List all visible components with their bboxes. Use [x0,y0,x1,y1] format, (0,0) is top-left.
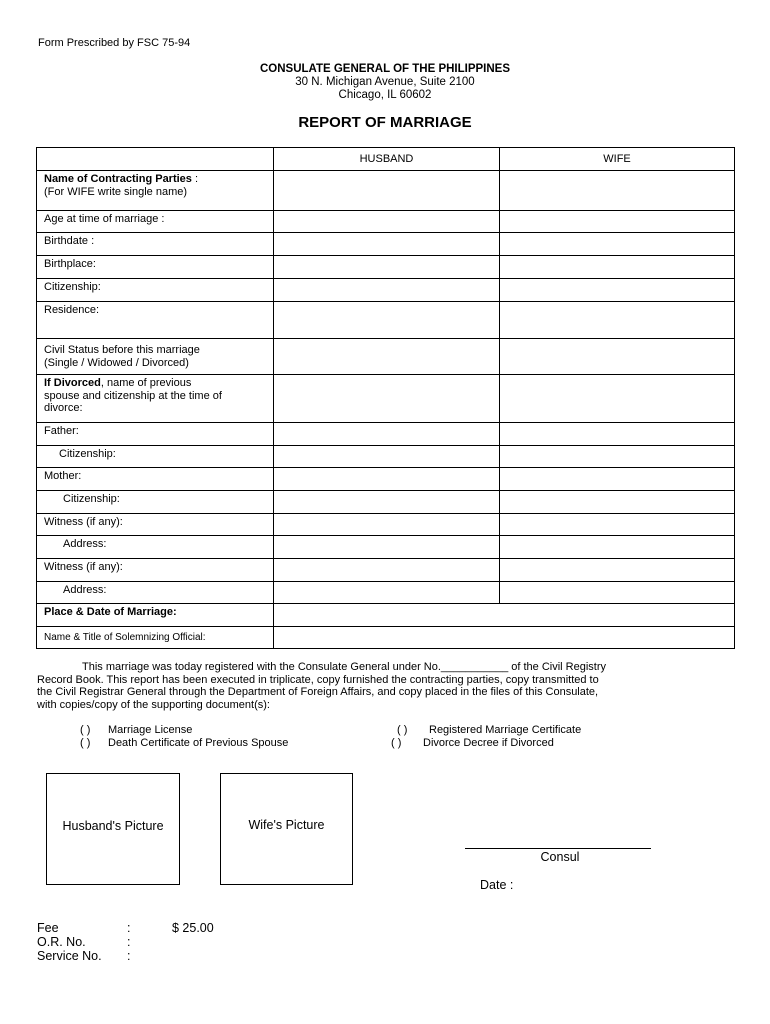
row-label-father-citizenship [37,446,274,468]
solemnizing-official-field[interactable] [274,627,735,649]
husband-name-field[interactable] [274,171,500,211]
husband-witness-2-address-field[interactable] [274,582,500,604]
wife-witness-2-field[interactable] [500,559,735,582]
solemnizing-label: Name & Title of Solemnizing Official: [44,631,206,643]
row-label-birthplace: Birthplace: [37,256,274,279]
header-blank-cell [37,148,274,171]
divorced-label-bold: If Divorced [44,377,101,389]
husband-witness-1-address-field[interactable] [274,536,500,559]
row-label-father: Father: [37,423,274,446]
father-citizenship-label: Citizenship: [59,448,116,460]
row-label-mother-citizenship [37,491,274,514]
civil-status-line2: (Single / Widowed / Divorced) [44,356,189,369]
husband-picture-label: Husband's Picture [62,819,164,833]
husband-previous-spouse-field[interactable] [274,375,500,423]
form-title: REPORT OF MARRIAGE [298,114,472,131]
wife-father-field[interactable] [500,423,735,446]
wife-residence-field[interactable] [500,302,735,339]
row-label-witness-2: Witness (if any): [37,559,274,582]
husband-birthplace-field[interactable] [274,256,500,279]
row-label-witness-2-address [37,582,274,604]
husband-mother-citizenship-field[interactable] [274,491,500,514]
divorced-label-rest: , name of previous [100,377,192,389]
wife-father-citizenship-field[interactable] [500,446,735,468]
registered-certificate-label: Registered Marriage Certificate [429,724,582,736]
witness-1-address-label: Address: [63,538,107,550]
mother-citizenship-label: Citizenship: [63,493,120,505]
address-line-1: 30 N. Michigan Avenue, Suite 2100 [295,76,475,88]
service-number-colon: : [127,949,131,963]
wife-mother-field[interactable] [500,468,735,491]
wife-picture-box[interactable] [220,773,353,885]
row-label-citizenship: Citizenship: [37,279,274,302]
row-label-solemnizing [37,627,274,649]
address-line-2: Chicago, IL 60602 [338,89,432,101]
row-label-civil-status [37,339,274,375]
husband-witness-2-field[interactable] [274,559,500,582]
date-label: Date : [480,878,514,892]
husband-picture-box[interactable] [46,773,180,885]
checkbox-marriage-license[interactable]: ( ) [80,724,91,736]
row-label-mother: Mother: [37,468,274,491]
consul-signature-line[interactable] [465,848,651,849]
wife-civil-status-field[interactable] [500,339,735,375]
husband-birthdate-field[interactable] [274,233,500,256]
wife-citizenship-field[interactable] [500,279,735,302]
place-date-field[interactable] [274,604,735,627]
name-label-colon: : [191,173,199,185]
organization-name: CONSULATE GENERAL OF THE PHILIPPINES [259,63,511,75]
wife-witness-1-address-field[interactable] [500,536,735,559]
death-certificate-label: Death Certificate of Previous Spouse [108,737,289,749]
service-number-label: Service No. [37,949,102,963]
divorced-label-line2: spouse and citizenship at the time of [44,389,222,402]
wife-witness-2-address-field[interactable] [500,582,735,604]
husband-father-citizenship-field[interactable] [274,446,500,468]
divorce-decree-label: Divorce Decree if Divorced [423,737,554,749]
marriage-license-label: Marriage License [108,724,193,736]
form-prescribed-note: Form Prescribed by FSC 75-94 [38,37,191,49]
column-header-wife: WIFE [500,148,735,171]
doc-marriage-license[interactable] [80,724,192,736]
husband-witness-1-field[interactable] [274,514,500,536]
witness-2-address-label: Address: [63,584,107,596]
wife-witness-1-field[interactable] [500,514,735,536]
registration-line-1: This marriage was today registered with the Consulate General under No.___________ of the Civil Registry [82,661,607,673]
checkbox-registered-certificate[interactable]: ( ) [397,724,408,736]
wife-age-field[interactable] [500,211,735,233]
wife-picture-label: Wife's Picture [248,818,325,832]
divorced-label-line3: divorce: [44,402,83,414]
fee-value: $ 25.00 [172,921,214,935]
fee-colon: : [127,921,131,935]
row-label-witness-1: Witness (if any): [37,514,274,536]
registration-line-4: with copies/copy of the supporting document(s): [37,698,270,711]
doc-registered-certificate[interactable] [397,724,581,736]
consul-label: Consul [540,850,580,864]
row-label-age: Age at time of marriage : [37,211,274,233]
husband-father-field[interactable] [274,423,500,446]
or-number-label: O.R. No. [37,935,86,949]
row-label-place-date [37,604,274,627]
husband-residence-field[interactable] [274,302,500,339]
wife-name-field[interactable] [500,171,735,211]
wife-birthplace-field[interactable] [500,256,735,279]
marriage-report-table [36,147,735,649]
husband-citizenship-field[interactable] [274,279,500,302]
registration-paragraph [37,661,734,711]
doc-death-certificate[interactable] [80,737,288,749]
row-label-residence: Residence: [37,302,274,339]
name-label-note: (For WIFE write single name) [44,185,188,198]
registration-line-3: the Civil Registrar General through the Department of Foreign Affairs, and copy placed in the files of this Consulate, [37,686,599,698]
or-number-colon: : [127,935,131,949]
doc-divorce-decree[interactable] [391,737,554,749]
wife-mother-citizenship-field[interactable] [500,491,735,514]
checkbox-death-certificate[interactable]: ( ) [80,737,91,749]
row-label-name [37,171,274,211]
husband-age-field[interactable] [274,211,500,233]
row-label-witness-1-address [37,536,274,559]
name-label-bold: Name of Contracting Parties [44,173,192,185]
fee-label: Fee [37,921,59,935]
column-header-husband: HUSBAND [274,148,500,171]
husband-civil-status-field[interactable] [274,339,500,375]
checkbox-divorce-decree[interactable]: ( ) [391,737,402,749]
place-date-label: Place & Date of Marriage: [44,606,177,618]
civil-status-line1: Civil Status before this marriage [44,344,200,356]
husband-mother-field[interactable] [274,468,500,491]
row-label-birthdate: Birthdate : [37,233,274,256]
registration-line-2: Record Book. This report has been executed in triplicate, copy furnished the contracting parties, copy transmitted to [37,673,599,686]
wife-previous-spouse-field[interactable] [500,375,735,423]
wife-birthdate-field[interactable] [500,233,735,256]
row-label-if-divorced [37,375,274,423]
